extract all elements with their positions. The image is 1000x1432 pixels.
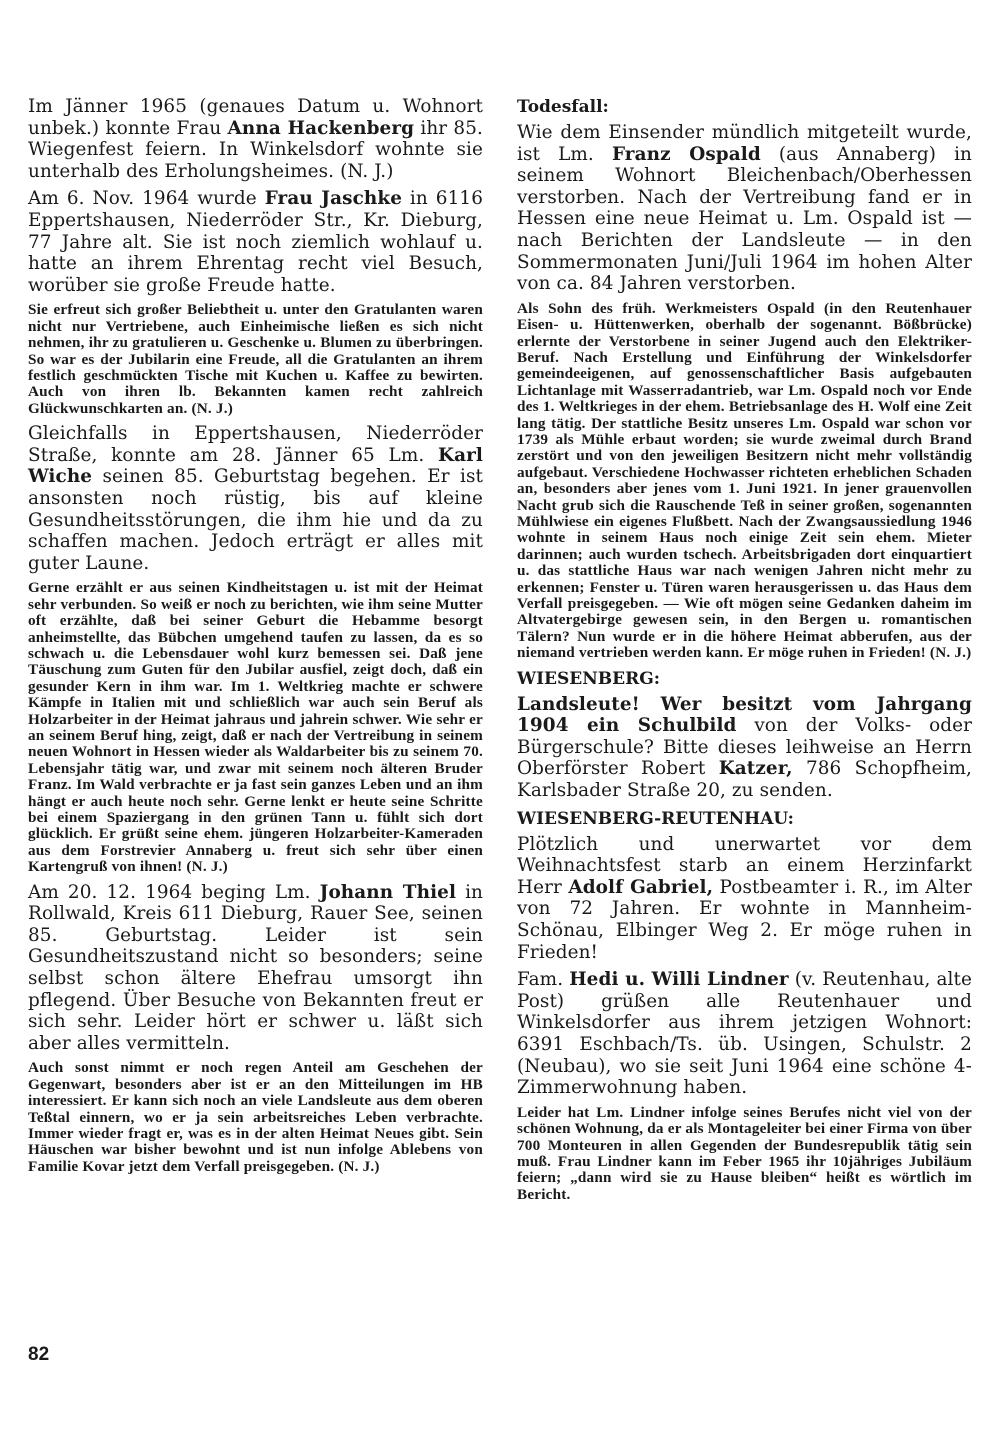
jaschke-notice: Am 6. Nov. 1964 wurde Frau Jaschke in 6116 Eppertshausen, Niederröder Str., Kr. Dieburg, 77 Jahre alt. Sie ist noch ziemlich wohlauf u. hatte an ihrem Ehrentag recht viel Besuch, worüber sie große Freude hatte. — [28, 188, 484, 296]
ospald-notice: Wie dem Einsender mündlich mitgeteilt wurde, ist Lm. Franz Ospald (aus Annaberg) in seinem Wohnort Bleichenbach/Oberhessen verstorben. Nach der Vertreibung fand er in Hessen eine neue Heimat u. Lm. Ospald ist — nach Berichten der Landsleute — in den Sommermonaten Juni/Juli 1964 im hohen Alter von ca. 84 Jahren verstorben. — [517, 122, 973, 295]
wiesenberg-heading: WIESENBERG: — [517, 668, 661, 689]
person-name: Anna Hackenberg — [227, 117, 415, 139]
hackenberg-notice: Im Jänner 1965 (genaues Datum u. Wohnort unbek.) konnte Frau Anna Hackenberg ihr 85. Wiegenfest feiern. In Winkelsdorf wohnte sie unterhalb des Erholungsheimes. (N. J.) — [28, 96, 483, 182]
thiel-detail: Auch sonst nimmt er noch regen Anteil am Geschehen der Gegenwart, besonders aber ist er an den Mitteilungen im HB interessiert. Er kann sich noch an viele Landsleute aus dem oberen Teßtal einnern, wo er ja sein arbeitsreiches Leben verbrachte. Immer wieder fragt er, was es in der alten Heimat Neues gibt. Sein Häuschen war bisher bewohnt und ist nun infolge Ablebens von Familie Kovar jetzt dem Verfall preisgegeben. (N. J.) — [28, 1059, 483, 1175]
gabriel-notice: Plötzlich und unerwartet vor dem Weihnachtsfest starb an einem Herzinfarkt Herr Adolf Gabriel, Postbeamter i. R., im Alter von 72 Jahren. Er wohnte in Mannheim-Schönau, Elbinger Weg 2. Er möge ruhen in Frieden! — [517, 833, 972, 963]
jaschke-detail: Sie erfreut sich großer Beliebtheit u. unter den Gratulanten waren nicht nur Vertriebene, auch Einheimische ließen es sich nicht nehmen, ihr zu gratulieren u. Geschenke u. Blumen zu überbringen. So war es der Jubilarin eine Freude, all die Gratulanten an ihrem festlich geschmückten Tische mit Kuchen u. Kaffee zu bewirten. Auch von ihren lb. Bekannten kamen recht zahlreich Glückwunschkarten an. (N. J.) — [28, 301, 483, 417]
person-name: Adolf Gabriel, — [568, 876, 714, 898]
reutenhau-heading: WIESENBERG-REUTENHAU: — [517, 808, 794, 829]
lindner-notice: Fam. Hedi u. Willi Lindner (v. Reutenhau, alte Post) grüßen alle Reutenhauer und Winkelsdorfer aus ihrem jetzigen Wohnort: 6391 Eschbach/Ts. üb. Usingen, Schulstr. 2 (Neubau), wo sie seit Juni 1964 eine schöne 4-Zimmerwohnung haben. — [517, 969, 973, 1099]
wiche-detail: Gerne erzählt er aus seinen Kindheitstagen u. ist mit der Heimat sehr verbunden. So weiß er noch zu berichten, wie ihm seine Mutter oft erzählte, daß bei seiner Geburt die Hebamme besorgt anheimstellte, das Bübchen umgehend taufen zu lassen, da es so schwach u. die Lebensdauer wohl kurz bemessen sei. Daß jene Täuschung zum Guten für den Jubilar ausfiel, zeigt doch, daß ein gesunder Kern in ihm war. Im 1. Weltkrieg machte er schwere Kämpfe in Italien mit und schließlich war auch sein Beruf als Holzarbeiter in der Heimat jahraus und jahrein schwer. Wie sehr er an seinem Beruf hing, zeigt, daß er nach der Vertreibung in seinem neuen Wohnort in Hessen wieder als Waldarbeiter bis zu seinem 70. Lebensjahr tätig war, und zwar mit seinem noch älteren Bruder Franz. Im Wald verbrachte er ja fast sein ganzes Leben und an ihm hängt er auch heute noch sehr. Gerne lenkt er heute seine Schritte bei einem Spaziergang in den grünen Tann u. fühlt sich dort glücklich. Er grüßt seine ehem. jüngeren Holzarbeiter-Kameraden aus dem Forstrevier Annaberg u. freut sich sehr über einen Kartengruß von ihnen! (N. J.) — [28, 579, 483, 876]
person-name: Franz Ospald — [611, 143, 761, 165]
person-name: Johann Thiel — [319, 881, 457, 903]
thiel-notice: Am 20. 12. 1964 beging Lm. Johann Thiel in Rollwald, Kreis 611 Dieburg, Rauer See, seinen 85. Geburtstag. Leider ist sein Gesundheitszustand nicht so besonders; seine selbst schon ältere Ehefrau umsorgt ihn pflegend. Über Besuche von Bekannten freut er sich sehr. Leider hört er schwer u. läßt sich aber alles vermitteln. — [28, 881, 483, 1054]
person-name: Katzer, — [718, 758, 793, 780]
right-column — [517, 96, 972, 1209]
person-name: Hedi u. Willi Lindner — [569, 969, 789, 991]
lindner-detail: Leider hat Lm. Lindner infolge seines Berufes nicht viel von der schönen Wohnung, da er als Montageleiter bei einer Firma von über 700 Monteuren in allen Gegenden der Bundesrepublik tätig sein muß. Frau Lindner kann im Feber 1965 ihr 10jähriges Jubiläum feiern; „dann wird sie zu Hause bleiben“ heißt es wörtlich im Bericht. — [517, 1103, 972, 1203]
person-name: Frau Jaschke — [264, 188, 402, 210]
ospald-detail: Als Sohn des früh. Werkmeisters Ospald (in den Reutenhauer Eisen- u. Hüttenwerken, oberhalb der sogenannt. Bößbrücke) erlernte der Verstorbene in seiner Jugend auch den Elektriker-Beruf. Nach Erstellung und Einführung der Winkelsdorfer gemeindeeigenen, auf genossenschaftlicher Basis aufgebauten Lichtanlage mit Wasserradantrieb, war Lm. Ospald noch vor Ende des 1. Weltkrieges in der ehem. Betriebsanlage des H. Wolf eine Zeit lang tätig. Der stattliche Besitz unseres Lm. Ospald war schon vor 1739 als Mühle erbaut worden; sie wurde zweimal durch Brand zerstört und von den jeweiligen Besitzern nicht mehr vollständig aufgebaut. Verschiedene Hochwasser richteten erheblichen Schaden an, besonders aber jenes vom 1. Juni 1921. In jener grauenvollen Nacht grub sich die Rauschende Teß in seiner großen, sogenannten Mühlwiese ein eigenes Flußbett. Nach der Zwangsaussiedlung 1946 wohnte in seinem Haus noch einige Zeit sein ehem. Mieter darinnen; auch wurden tschech. Arbeitsbrigaden dort einquartiert u. das stattliche Haus war nach wenigen Jahren nicht mehr zu erkennen; Fenster u. Türen waren herausgerissen u. das Haus dem Verfall preisgegeben. — Wie oft mögen seine Gedanken daheim im Altvatergebirge gewesen sein, in den Bergen u. romantischen Tälern? Nun wurde er in die höhere Heimat abberufen, aus der niemand vertrieben werden kann. Er möge ruhen in Frieden! (N. J.) — [517, 299, 972, 662]
todesfall-heading: Todesfall: — [517, 97, 609, 117]
wiche-notice: Gleichfalls in Eppertshausen, Niederröder Straße, konnte am 28. Jänner 65 Lm. Karl Wiche seinen 85. Geburtstag begehen. Er ist ansonsten noch rüstig, bis auf kleine Gesundheitsstörungen, die ihm hie und da zu schaffen machen. Jedoch erträgt er alles mit guter Laune. — [28, 423, 483, 574]
schulbild-request: Landsleute! Wer besitzt vom Jahrgang 1904 ein Schulbild von der Volks- oder Bürgerschule? Bitte dieses leihweise an Herrn Oberförster Robert Katzer, 786 Schopfheim, Karlsbader Straße 20, zu senden. — [517, 693, 973, 802]
person-name: Karl Wiche — [28, 444, 483, 488]
page-number: 82 — [28, 1344, 50, 1365]
left-column — [28, 96, 483, 1181]
